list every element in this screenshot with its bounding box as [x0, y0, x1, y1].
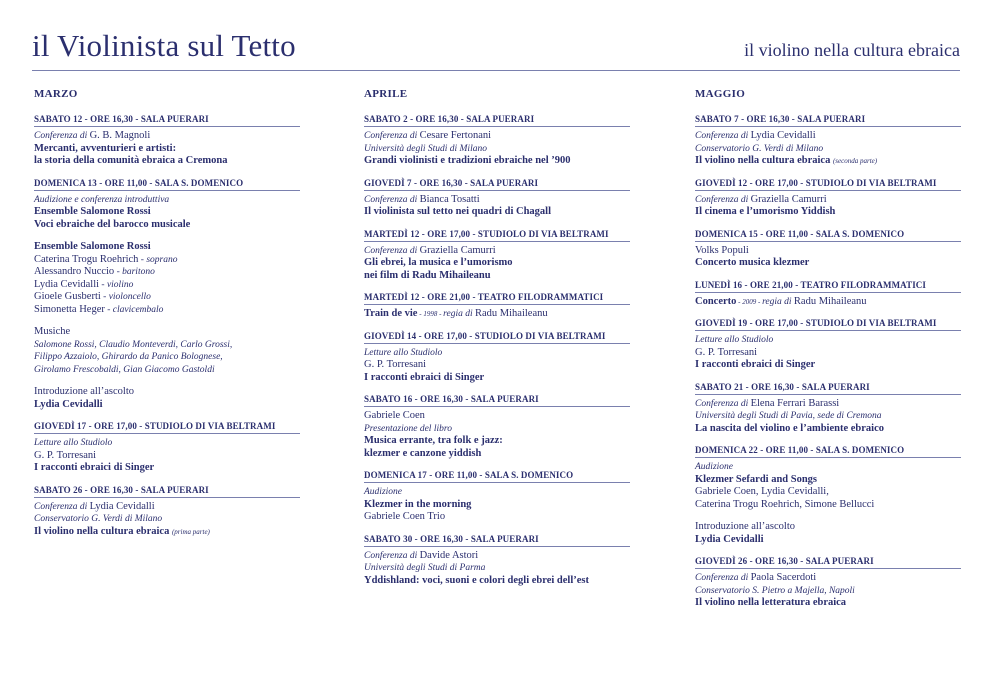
- event-line: [34, 386, 300, 399]
- event-line: [34, 155, 300, 168]
- event-text: Conferenza di: [695, 573, 751, 583]
- event-entry: [695, 445, 961, 546]
- event-line: [364, 155, 630, 168]
- event-text: Presentazione del libro: [364, 423, 452, 434]
- event-line: [34, 219, 300, 232]
- event-line: [695, 347, 961, 360]
- event-entry: [695, 114, 961, 168]
- event-text: Introduzione all’ascolto: [34, 386, 135, 397]
- column-maggio: [695, 88, 961, 620]
- event-text: Graziella Camurri: [750, 193, 827, 205]
- event-header: DOMENICA 17 - ORE 11,00 - SALA S. DOMENICO: [364, 470, 630, 483]
- event-line: [364, 550, 630, 563]
- event-line: [34, 241, 300, 254]
- event-entry: [364, 331, 630, 385]
- event-line: [34, 143, 300, 156]
- event-line: [364, 206, 630, 219]
- event-text: G. P. Torresani: [34, 449, 97, 461]
- event-line: [364, 448, 630, 461]
- event-header: GIOVEDÌ 19 - ORE 17,00 - STUDIOLO DI VIA BELTRAMI: [695, 318, 961, 331]
- event-entry: [695, 178, 961, 219]
- event-text: I racconti ebraici di Singer: [364, 371, 485, 383]
- event-header: GIOVEDÌ 17 - ORE 17,00 - STUDIOLO DI VIA BELTRAMI: [34, 421, 300, 434]
- event-text: Klezmer in the morning: [364, 498, 472, 510]
- event-line: [695, 359, 961, 372]
- event-line: [34, 326, 300, 339]
- event-text: Paola Sacerdoti: [750, 572, 817, 583]
- event-text: Il violino nella letteratura ebraica: [695, 597, 847, 608]
- event-line: [34, 194, 300, 207]
- event-entry: [34, 114, 300, 168]
- event-text: Filippo Azzaiolo, Ghirardo da Panico Bolognese,: [34, 352, 223, 362]
- event-text: Volks Populi: [695, 244, 749, 256]
- event-entry: [364, 178, 630, 219]
- event-text: Audizione: [364, 487, 402, 497]
- event-text: Ensemble Salomone Rossi: [34, 206, 151, 217]
- event-line: [364, 257, 630, 270]
- event-line: [695, 155, 961, 168]
- event-line: [695, 410, 961, 423]
- event-text: - baritono: [114, 267, 155, 277]
- event-entry: [364, 229, 630, 283]
- event-text: Università degli Studi di Parma: [364, 563, 486, 573]
- event-line: [695, 245, 961, 258]
- event-line: [695, 206, 961, 219]
- event-text: I racconti ebraici di Singer: [695, 359, 816, 370]
- event-text: - violoncello: [100, 292, 151, 302]
- event-line: [34, 437, 300, 450]
- event-text: Audizione: [695, 462, 733, 472]
- event-text: Conservatorio G. Verdi di Milano: [34, 514, 163, 524]
- event-line: [34, 254, 300, 267]
- event-header: LUNEDÌ 16 - ORE 21,00 - TEATRO FILODRAMMATICI: [695, 280, 961, 293]
- event-entry: [34, 178, 300, 412]
- event-text: G. P. Torresani: [364, 359, 427, 370]
- event-text: G. B. Magnoli: [89, 130, 151, 141]
- event-text: Alessandro Nuccio: [34, 266, 115, 277]
- event-line: [34, 399, 300, 412]
- event-line: [695, 257, 961, 270]
- event-line: [695, 585, 961, 598]
- event-text: Conferenza di: [695, 131, 751, 141]
- event-text: Lydia Cevidalli: [750, 130, 816, 141]
- month-heading: MAGGIO: [695, 88, 746, 100]
- event-text: Yddishland: voci, suoni e colori degli ebrei dell’est: [364, 574, 589, 586]
- event-text: la storia della comunità ebraica a Cremona: [34, 155, 228, 166]
- event-line: [364, 435, 630, 448]
- event-text: (prima parte): [171, 527, 210, 536]
- column-aprile: [364, 88, 630, 597]
- event-text: Salomone Rossi, Claudio Monteverdi, Carlo Grossi,: [34, 339, 233, 350]
- event-line: [695, 521, 961, 534]
- event-text: La nascita del violino e l’ambiente ebraico: [695, 422, 884, 434]
- event-text: Mercanti, avventurieri e artisti:: [34, 142, 177, 154]
- event-line: [695, 143, 961, 156]
- event-text: Conferenza di: [364, 245, 420, 256]
- event-line: [34, 266, 300, 279]
- event-line: [695, 572, 961, 585]
- event-line: [364, 372, 630, 385]
- event-entry: [364, 114, 630, 168]
- event-text: Elena Ferrari Barassi: [750, 397, 840, 409]
- event-text: Lydia Cevidalli: [34, 398, 103, 410]
- event-text: nei film di Radu Mihaileanu: [364, 269, 491, 281]
- page-header: [32, 28, 960, 72]
- event-header: DOMENICA 22 - ORE 11,00 - SALA S. DOMENICO: [695, 445, 961, 458]
- event-line: [695, 423, 961, 436]
- event-text: Musiche: [34, 326, 71, 337]
- event-line: [695, 398, 961, 411]
- event-line: [364, 410, 630, 423]
- event-line: [34, 526, 300, 539]
- event-line: [34, 462, 300, 475]
- event-line: [364, 359, 630, 372]
- event-line: [34, 279, 300, 292]
- event-text: Girolamo Frescobaldi, Gian Giacomo Gastoldi: [34, 364, 215, 375]
- event-text: Musica errante, tra folk e jazz:: [364, 435, 503, 446]
- page-title: il Violinista sul Tetto: [32, 28, 296, 63]
- event-line: [695, 486, 961, 499]
- event-text: Voci ebraiche del barocco musicale: [34, 218, 191, 230]
- event-text: Concerto musica klezmer: [695, 257, 810, 268]
- event-text: Simonetta Heger: [34, 303, 105, 315]
- event-header: SABATO 30 - ORE 16,30 - SALA PUERARI: [364, 534, 630, 547]
- event-line: [695, 296, 961, 309]
- event-text: Davide Astori: [419, 549, 479, 561]
- event-entry: [34, 485, 300, 539]
- event-line: [364, 308, 630, 321]
- event-line: [695, 534, 961, 547]
- event-entry: [364, 470, 630, 524]
- event-header: MARTEDÌ 12 - ORE 17,00 - STUDIOLO DI VIA BELTRAMI: [364, 229, 630, 242]
- event-text: Klezmer Sefardi and Songs: [695, 473, 818, 485]
- event-line: [364, 423, 630, 436]
- event-line: [695, 597, 961, 610]
- event-header: GIOVEDÌ 26 - ORE 16,30 - SALA PUERARI: [695, 556, 961, 569]
- event-text: Conservatorio S. Pietro a Majella, Napoli: [695, 585, 855, 596]
- event-entry: [364, 292, 630, 321]
- event-line: [695, 499, 961, 512]
- event-header: SABATO 16 - ORE 16,30 - SALA PUERARI: [364, 394, 630, 407]
- event-text: Il cinema e l’umorismo Yiddish: [695, 206, 836, 217]
- event-text: Università degli Studi di Pavia, sede di Cremona: [695, 411, 882, 421]
- event-line: [695, 194, 961, 207]
- event-line: [364, 486, 630, 499]
- event-text: G. P. Torresani: [695, 346, 758, 358]
- column-marzo: [34, 88, 300, 548]
- event-text: Letture allo Studiolo: [364, 347, 443, 358]
- event-line: [695, 461, 961, 474]
- event-header: DOMENICA 15 - ORE 11,00 - SALA S. DOMENICO: [695, 229, 961, 242]
- event-line: [34, 501, 300, 514]
- event-line: [695, 334, 961, 347]
- event-header: SABATO 7 - ORE 16,30 - SALA PUERARI: [695, 114, 961, 127]
- event-entry: [695, 229, 961, 270]
- event-text: Ensemble Salomone Rossi: [34, 241, 151, 252]
- event-text: Conferenza di: [695, 194, 751, 205]
- event-line: [364, 143, 630, 156]
- event-entry: [695, 382, 961, 436]
- page-subtitle: il violino nella cultura ebraica: [744, 40, 960, 60]
- event-text: klezmer e canzone yiddish: [364, 447, 482, 459]
- event-line: [34, 450, 300, 463]
- event-line: [364, 499, 630, 512]
- event-line: [364, 130, 630, 143]
- event-text: - violino: [99, 279, 134, 290]
- event-line: [364, 194, 630, 207]
- event-text: Cesare Fertonani: [419, 130, 492, 141]
- event-line: [364, 347, 630, 360]
- event-header: DOMENICA 13 - ORE 11,00 - SALA S. DOMENICO: [34, 178, 300, 191]
- event-text: Lydia Cevidalli: [34, 278, 100, 290]
- event-text: Conservatorio G. Verdi di Milano: [695, 143, 824, 154]
- event-text: Conferenza di: [364, 550, 420, 561]
- event-text: Conferenza di: [695, 398, 751, 409]
- event-line: [34, 206, 300, 219]
- event-entry: [364, 534, 630, 588]
- event-text: regia di: [762, 296, 794, 307]
- event-header: SABATO 2 - ORE 16,30 - SALA PUERARI: [364, 114, 630, 127]
- event-header: SABATO 21 - ORE 16,30 - SALA PUERARI: [695, 382, 961, 395]
- event-text: Gabriele Coen: [364, 410, 425, 421]
- event-line: [34, 364, 300, 377]
- event-text: Audizione e conferenza introduttiva: [34, 194, 170, 205]
- event-header: SABATO 12 - ORE 16,30 - SALA PUERARI: [34, 114, 300, 127]
- event-text: Train de vie: [364, 308, 418, 319]
- event-text: Gabriele Coen, Lydia Cevidalli,: [695, 486, 829, 497]
- event-entry: [34, 421, 300, 475]
- event-text: I racconti ebraici di Singer: [34, 462, 155, 473]
- event-header: GIOVEDÌ 14 - ORE 17,00 - STUDIOLO DI VIA BELTRAMI: [364, 331, 630, 344]
- event-line: [364, 511, 630, 524]
- event-line: [695, 130, 961, 143]
- event-entry: [695, 280, 961, 309]
- event-text: Graziella Camurri: [419, 244, 496, 256]
- event-line: [34, 291, 300, 304]
- event-line: [364, 270, 630, 283]
- event-text: regia di: [443, 309, 475, 319]
- event-entry: [695, 556, 961, 610]
- event-text: Radu Mihaileanu: [475, 308, 548, 319]
- event-text: - clavicembalo: [104, 304, 164, 315]
- event-text: Introduzione all’ascolto: [695, 521, 796, 532]
- event-text: (seconda parte): [832, 157, 878, 165]
- event-entry: [364, 394, 630, 460]
- event-line: [34, 351, 300, 364]
- event-line: [364, 562, 630, 575]
- event-entry: [695, 318, 961, 372]
- event-text: - soprano: [138, 254, 178, 265]
- event-text: - 1998 -: [417, 310, 444, 318]
- event-text: Conferenza di: [364, 131, 420, 141]
- event-text: Università degli Studi di Milano: [364, 143, 487, 154]
- event-text: Letture allo Studiolo: [695, 335, 774, 345]
- event-line: [34, 339, 300, 352]
- event-text: Conferenza di: [364, 194, 420, 205]
- event-line: [34, 304, 300, 317]
- event-text: Il violinista sul tetto nei quadri di Chagall: [364, 206, 551, 217]
- event-header: GIOVEDÌ 12 - ORE 17,00 - STUDIOLO DI VIA BELTRAMI: [695, 178, 961, 191]
- event-text: Conferenza di: [34, 131, 90, 141]
- header-divider: [32, 70, 960, 71]
- event-text: Il violino nella cultura ebraica: [695, 155, 833, 166]
- event-text: Gioele Gusberti: [34, 291, 101, 302]
- event-text: Caterina Trogu Roehrich, Simone Bellucci: [695, 498, 875, 510]
- event-line: [34, 130, 300, 143]
- event-line: [34, 513, 300, 526]
- event-text: Grandi violinisti e tradizioni ebraiche nel ’900: [364, 155, 571, 166]
- event-header: SABATO 26 - ORE 16,30 - SALA PUERARI: [34, 485, 300, 498]
- event-text: - 2009 -: [736, 297, 763, 306]
- month-heading: APRILE: [364, 88, 408, 100]
- event-text: Lydia Cevidalli: [695, 533, 764, 545]
- event-text: Radu Mihaileanu: [793, 295, 867, 307]
- event-line: [364, 245, 630, 258]
- event-header: MARTEDÌ 12 - ORE 21,00 - TEATRO FILODRAMMATICI: [364, 292, 630, 305]
- event-text: Il violino nella cultura ebraica: [34, 525, 172, 537]
- event-text: Letture allo Studiolo: [34, 438, 113, 448]
- event-text: Caterina Trogu Roehrich: [34, 253, 139, 265]
- event-text: Gabriele Coen Trio: [364, 511, 446, 522]
- event-text: Bianca Tosatti: [419, 193, 480, 205]
- month-heading: MARZO: [34, 88, 78, 100]
- event-line: [695, 474, 961, 487]
- event-line: [364, 575, 630, 588]
- event-header: GIOVEDÌ 7 - ORE 16,30 - SALA PUERARI: [364, 178, 630, 191]
- event-text: Concerto: [695, 295, 737, 307]
- event-text: Conferenza di: [34, 501, 90, 512]
- event-text: Lydia Cevidalli: [89, 500, 155, 512]
- event-text: Gli ebrei, la musica e l’umorismo: [364, 257, 513, 268]
